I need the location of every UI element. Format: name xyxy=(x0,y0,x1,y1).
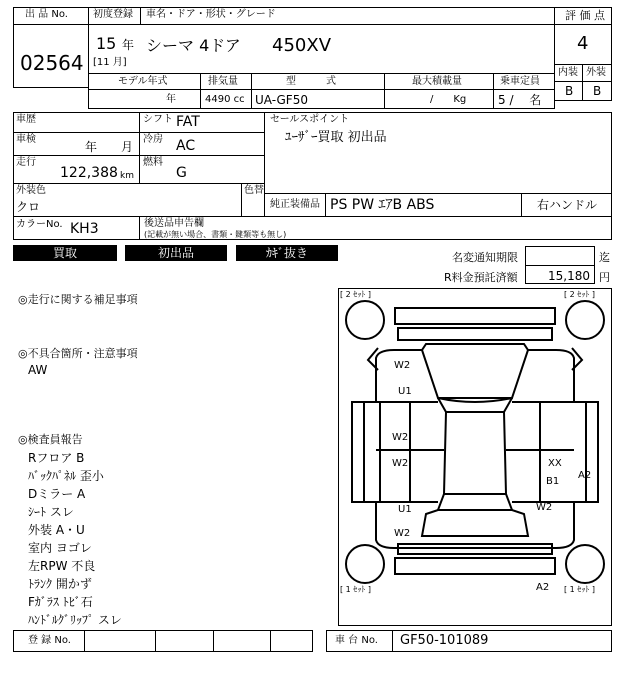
model-year-label: モデル年式 xyxy=(118,76,168,87)
damage-mark: U1 xyxy=(398,504,412,515)
capacity-label: 乗車定員 xyxy=(500,76,540,87)
front-bumper xyxy=(395,308,555,324)
inspector-line: 左RPW 不良 xyxy=(28,559,96,573)
mileage-label: 走行 xyxy=(16,157,36,168)
interior-grade: B xyxy=(565,84,574,98)
displacement-value: 4490 cc xyxy=(205,94,245,105)
model-label: 型 式 xyxy=(286,76,336,87)
interior-label: 内装 xyxy=(558,67,578,78)
mileage-unit: km xyxy=(120,171,134,181)
later-docs-label: 後送品申告欄 xyxy=(144,218,204,229)
inspector-line: ｼｰﾄ スレ xyxy=(28,505,74,519)
recycle-unit: 円 xyxy=(599,271,610,284)
top-left-tag: [ 2 ｾｯﾄ ] xyxy=(340,290,371,299)
trunk xyxy=(422,510,528,536)
fuel-label: 燃料 xyxy=(143,157,163,168)
inspector-line: ﾊﾞｯｸﾊﾟﾈﾙ 歪小 xyxy=(28,469,104,483)
damage-mark: W2 xyxy=(392,432,409,443)
damage-mark: W2 xyxy=(394,528,411,539)
shift-label: シフト xyxy=(143,114,173,125)
first-reg-year-unit: 年 xyxy=(122,38,135,52)
defects-title: ◎不具合箇所・注意事項 xyxy=(18,347,138,360)
damage-mark: W2 xyxy=(394,360,411,371)
damage-mark: XX xyxy=(548,458,562,469)
inspector-list xyxy=(28,449,122,629)
color-no-label: カラーNo. xyxy=(16,219,63,230)
displacement-label: 排気量 xyxy=(208,76,238,87)
lot-number: 02564 xyxy=(20,51,84,75)
tire-front-right xyxy=(566,301,604,339)
grade: 450XV xyxy=(272,35,332,56)
defects-value: AW xyxy=(28,363,48,377)
name-change-box xyxy=(525,246,595,266)
inspector-line: Dミラー A xyxy=(28,487,86,501)
shift-value: FAT xyxy=(176,114,200,130)
exterior-grade: B xyxy=(593,84,602,98)
damage-mark: A2 xyxy=(578,470,592,481)
exterior-color-value: クロ xyxy=(16,200,41,214)
recycle-label: R料金預託済額 xyxy=(444,271,518,284)
history-label: 車歴 xyxy=(16,114,36,125)
name-change-label: 名変通知期限 xyxy=(452,251,518,264)
registration-label: 登 録 No. xyxy=(28,635,71,646)
lot-label: 出 品 No. xyxy=(25,9,68,20)
inspection-value: 年 月 xyxy=(85,140,134,154)
inspector-title: ◎検査員報告 xyxy=(18,433,83,446)
tire-front-left xyxy=(346,301,384,339)
capacity-value: 5 / 名 xyxy=(498,93,542,107)
inspector-line: 外装 A・U xyxy=(28,523,85,537)
handle-value: 右ハンドル xyxy=(537,198,598,212)
tire-rear-right xyxy=(566,545,604,583)
first-reg-label: 初度登録 xyxy=(93,9,133,20)
score-value: 4 xyxy=(577,33,589,54)
damage-mark: B1 xyxy=(546,476,560,487)
inspector-line: Fｶﾞﾗｽ ﾄﾋﾞ石 xyxy=(28,595,93,609)
exterior-color-label: 外装色 xyxy=(16,185,46,196)
exterior-label: 外装 xyxy=(586,67,606,78)
driving-notes-title: ◎走行に関する補足事項 xyxy=(18,293,138,306)
first-reg-month: [11 月] xyxy=(93,57,127,68)
damage-mark: U1 xyxy=(398,386,412,397)
inspector-line: ﾊﾝﾄﾞﾙｸﾞﾘｯﾌﾟ スレ xyxy=(28,613,122,627)
name-change-unit: 迄 xyxy=(599,251,610,264)
exterior-color-box xyxy=(13,183,265,217)
fuel-value: G xyxy=(176,165,187,181)
first-reg-year: 15 xyxy=(96,34,117,53)
bottom-left-tag: [ 1 ｾｯﾄ ] xyxy=(340,585,371,594)
color-no-value: KH3 xyxy=(70,221,99,237)
badge-buyout: 買取 xyxy=(13,245,117,261)
badge-key-removed: ｶｷﾞ抜き xyxy=(236,245,338,261)
inspection-label: 車検 xyxy=(16,134,36,145)
roof xyxy=(444,412,506,494)
car-name: シーマ 4ドア xyxy=(146,36,241,55)
equipment-value: PS PW ｴｱB ABS xyxy=(330,197,435,213)
cooling-value: AC xyxy=(176,138,196,154)
score-label: 評 価 点 xyxy=(565,9,605,22)
top-right-tag: [ 2 ｾｯﾄ ] xyxy=(564,290,595,299)
mileage-value: 122,388 xyxy=(60,165,118,181)
sales-point-value: ﾕｰｻﾞｰ買取 初出品 xyxy=(285,130,387,145)
max-load-unit: / Kg xyxy=(430,94,467,105)
inspector-line: ﾄﾗﾝｸ 開かず xyxy=(28,577,92,591)
inspector-line: Rフロア B xyxy=(28,451,85,465)
damage-mark: A2 xyxy=(536,582,550,593)
chassis-number: GF50-101089 xyxy=(400,633,489,648)
color-change-label: 色替 xyxy=(244,185,264,196)
bottom-right-tag: [ 1 ｾｯﾄ ] xyxy=(564,585,595,594)
later-docs-note: (記載が無い場合、書類・鍵類等も無し) xyxy=(144,230,287,239)
sales-point-label: セールスポイント xyxy=(270,114,350,125)
badge-first-listing: 初出品 xyxy=(125,245,227,261)
car-name-label: 車名・ドア・形状・グレード xyxy=(146,9,276,20)
model-value: UA-GF50 xyxy=(255,93,308,107)
cooling-label: 冷房 xyxy=(143,134,163,145)
max-load-label: 最大積載量 xyxy=(412,76,462,87)
chassis-label: 車 台 No. xyxy=(335,635,378,646)
damage-mark: W2 xyxy=(392,458,409,469)
car-diagram xyxy=(338,288,612,626)
recycle-amount: 15,180 xyxy=(548,269,590,283)
model-year-unit: 年 xyxy=(166,94,176,105)
equipment-label: 純正装備品 xyxy=(270,199,320,210)
damage-mark: W2 xyxy=(536,502,553,513)
tire-rear-left xyxy=(346,545,384,583)
inspector-line: 室内 ヨゴレ xyxy=(28,541,92,555)
rear-bumper xyxy=(395,558,555,574)
